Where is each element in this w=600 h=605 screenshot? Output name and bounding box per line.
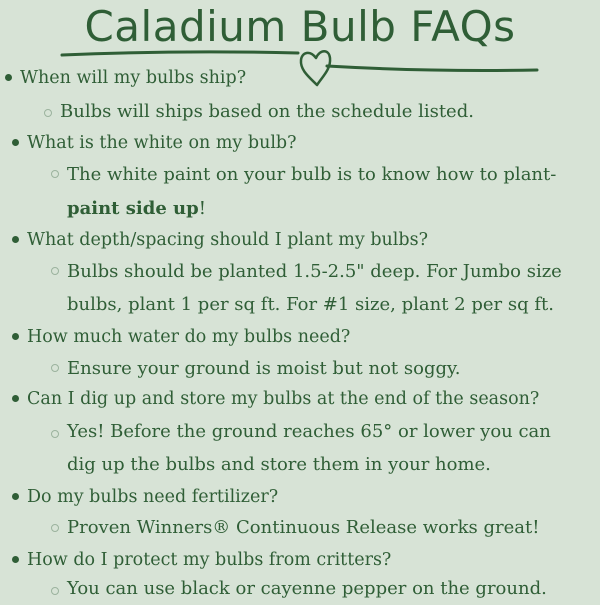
question-bullet xyxy=(12,236,19,243)
question-bullet xyxy=(12,395,19,402)
faq-answer: Bulbs should be planted 1.5-2.5" deep. For Jumbo size xyxy=(67,261,562,282)
faq-answer: Proven Winners® Continuous Release works great! xyxy=(67,517,540,538)
faq-question: What depth/spacing should I plant my bulbs? xyxy=(27,230,428,250)
divider-line-left xyxy=(62,52,298,55)
answer-bullet xyxy=(51,170,59,178)
faq-answer: You can use black or cayenne pepper on the ground. xyxy=(67,578,547,599)
faq-answer: Yes! Before the ground reaches 65° or lower you can xyxy=(67,421,551,442)
question-bullet xyxy=(12,493,19,500)
faq-answer: Bulbs will ships based on the schedule listed. xyxy=(60,101,474,122)
faq-answer: The white paint on your bulb is to know how to plant- xyxy=(67,164,557,185)
heart-icon xyxy=(301,51,330,85)
faq-answer-emphasis: paint side up xyxy=(67,198,199,219)
faq-question: Do my bulbs need fertilizer? xyxy=(27,487,279,507)
faq-answer-continuation xyxy=(67,193,206,225)
question-bullet xyxy=(12,556,19,563)
answer-bullet xyxy=(44,109,52,117)
answer-bullet xyxy=(51,430,59,438)
faq-question: Can I dig up and store my bulbs at the end of the season? xyxy=(27,389,540,409)
faq-question: How much water do my bulbs need? xyxy=(27,327,351,347)
divider-line-right xyxy=(327,66,537,71)
faq-question: What is the white on my bulb? xyxy=(27,133,297,153)
faq-answer: Ensure your ground is moist but not soggy. xyxy=(67,358,461,379)
question-bullet xyxy=(5,74,12,81)
faq-answer-suffix: ! xyxy=(198,198,206,219)
answer-bullet xyxy=(51,524,59,532)
answer-bullet xyxy=(51,364,59,372)
answer-bullet xyxy=(51,267,59,275)
page-title: Caladium Bulb FAQs xyxy=(84,2,516,51)
answer-bullet xyxy=(51,587,59,595)
question-bullet xyxy=(12,139,19,146)
question-bullet xyxy=(12,333,19,340)
faq-answer: dig up the bulbs and store them in your home. xyxy=(67,454,491,475)
faq-answer: bulbs, plant 1 per sq ft. For #1 size, plant 2 per sq ft. xyxy=(67,294,554,315)
faq-question: When will my bulbs ship? xyxy=(20,68,247,88)
faq-question: How do I protect my bulbs from critters? xyxy=(27,550,392,570)
